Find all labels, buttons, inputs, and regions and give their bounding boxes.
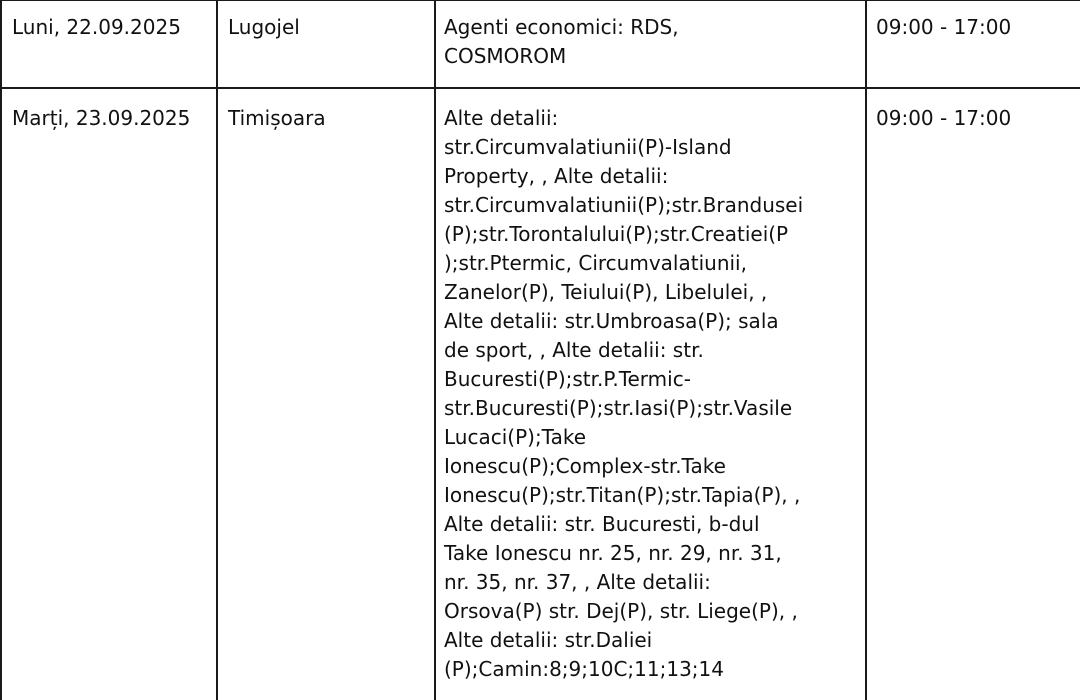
interval-text: 09:00 - 17:00 — [876, 106, 1012, 130]
details-text: Agenti economici: RDS, COSMOROM — [444, 15, 679, 68]
location-cell — [217, 88, 435, 700]
table-row — [1, 0, 1080, 88]
date-text: Luni, 22.09.2025 — [12, 15, 181, 39]
table-row — [1, 88, 1080, 700]
location-text: Timișoara — [228, 106, 326, 130]
interval-cell — [866, 88, 1080, 700]
details-cell — [435, 0, 866, 88]
details-cell — [435, 88, 866, 700]
interval-cell — [866, 0, 1080, 88]
interval-text: 09:00 - 17:00 — [876, 15, 1012, 39]
details-text: Alte detalii: str.Circumvalatiunii(P)-Island Property, , Alte detalii: str.Circumvalatiunii(P);str.Brandusei (P);str.Torontalului(P);str.Creatiei(P );str.Ptermic, Circumvalatiunii, Zanelor(P), Teiului(P), Libelulei, , Alte detalii: str.Umbroasa(P); sala de sport, , Alte detalii: str. Bucuresti(P);str.P.Termic- str.Bucuresti(P);str.Iasi(P);str.Vasile Lucaci(P);Take Ionescu(P);Complex-str.Take Ionescu(P);str.Titan(P);str.Tapia(P), , Alte detalii: str. Bucuresti, b-dul Take Ionescu nr. 25, nr. 29, nr. 31, nr. 35, nr. 37, , Alte detalii: Orsova(P) str. Dej(P), str. Liege(P), , Alte detalii: str.Daliei (P);Camin:8;9;10C;11;13;14 — [444, 106, 804, 681]
location-cell — [217, 0, 435, 88]
date-text: Marți, 23.09.2025 — [12, 106, 191, 130]
date-cell — [1, 0, 217, 88]
date-cell — [1, 88, 217, 700]
location-text: Lugojel — [228, 15, 300, 39]
